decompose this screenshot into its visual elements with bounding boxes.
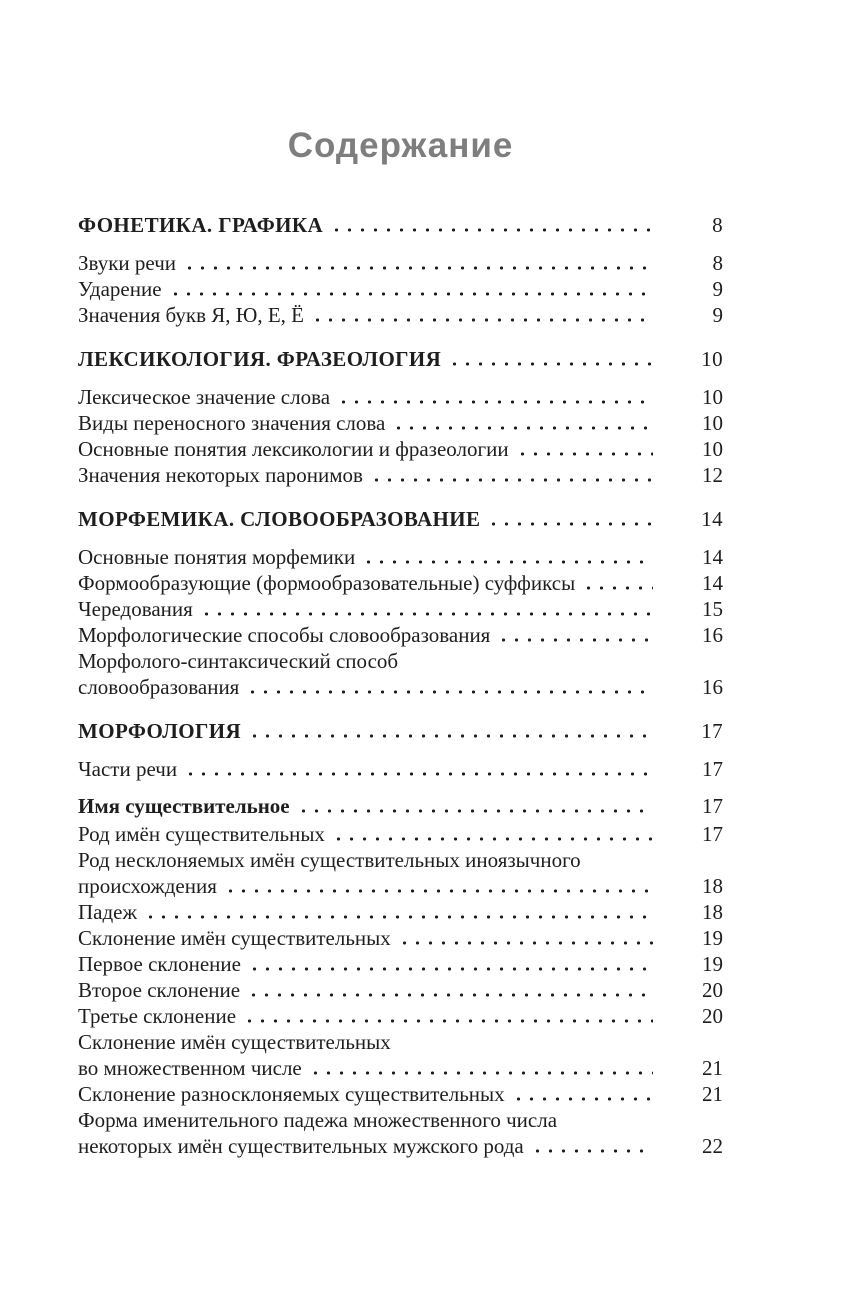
dot-leader [582,586,653,590]
toc-entry-label: Звуки речи [78,251,177,275]
toc-entry-label: Третье склонение [78,1004,237,1028]
toc-entry [78,570,723,596]
dot-leader [183,266,653,270]
toc-entry [78,1003,723,1029]
toc-entry-page: 8 [712,213,723,237]
dot-leader [487,522,653,526]
toc-entry-label: Имя существительное [78,794,290,818]
toc-entry-page: 14 [701,507,723,531]
toc-entry-page: 17 [701,719,723,743]
toc-entry-row [78,821,723,847]
toc-entry [78,622,723,648]
toc-entry [78,1107,723,1159]
toc-entry-page: 17 [702,757,723,781]
toc-entry-row [78,212,723,238]
toc-entry-row [78,302,723,328]
toc-entry [78,346,723,372]
page-title: Содержание [287,126,514,165]
toc-entry-first-line: Морфолого-синтаксический способ [78,649,399,673]
toc-entry [78,793,723,819]
toc-entry-first-line: Склонение имён существительных [78,1030,391,1054]
dot-leader [247,993,653,997]
toc-entry-row [78,250,723,276]
toc-entry [78,756,723,782]
toc-entry [78,302,723,328]
toc-entry [78,821,723,847]
toc-entry-row [78,1003,723,1029]
toc-entry-page: 14 [702,571,723,595]
toc-entry-page: 10 [702,411,723,435]
toc-entry-row [78,793,723,819]
toc-entry-page: 16 [702,623,723,647]
dot-leader [512,1097,653,1101]
toc-entry-row [78,1081,723,1107]
toc-entry-page: 21 [702,1082,723,1106]
toc-entry-label: Склонение имён существительных [78,926,391,950]
toc-entry-row [78,276,723,302]
toc-entry-row [78,873,723,899]
toc-entry-row [78,596,723,622]
dot-leader [362,560,653,564]
toc-entry-label: Формообразующие (формообразовательные) суффиксы [78,571,576,595]
toc-entry [78,847,723,899]
toc-entry-page: 16 [702,675,723,699]
toc-entry-label: ФОНЕТИКА. ГРАФИКА [78,213,324,237]
toc-entry-row [78,977,723,1003]
dot-leader [200,612,653,616]
toc-entry-page: 12 [702,463,723,487]
dot-leader [392,426,653,430]
toc-entry [78,925,723,951]
toc-entry-label: ЛЕКСИКОЛОГИЯ. ФРАЗЕОЛОГИЯ [78,347,442,371]
toc-entry [78,1029,723,1081]
dot-leader [332,837,653,841]
toc-entry-row [78,436,723,462]
toc-entry [78,462,723,488]
toc-entry-page: 14 [702,545,723,569]
toc-entry-label: Виды переносного значения слова [78,411,386,435]
toc-entry-row [78,622,723,648]
toc-entry [78,276,723,302]
dot-leader [297,809,653,813]
dot-leader [246,690,653,694]
dot-leader [398,941,653,945]
toc-entry-label: Первое склонение [78,952,241,976]
dot-leader [248,734,653,738]
toc-entry-row [78,570,723,596]
toc-entry [78,648,723,700]
toc-entry-row [78,951,723,977]
toc-entry-label: некоторых имён существительных мужского рода [78,1134,524,1158]
toc-entry-page: 8 [712,251,723,275]
toc-entry-label: Лексическое значение слова [78,385,331,409]
toc-entry-label: Части речи [78,757,178,781]
toc-entry-row [78,899,723,925]
toc-entry-page: 19 [702,926,723,950]
toc-entry [78,977,723,1003]
dot-leader [169,292,653,296]
toc-entry [78,899,723,925]
toc-entry [78,250,723,276]
toc-entry [78,506,723,532]
toc-entry-page: 10 [702,385,723,409]
toc-entry [78,596,723,622]
toc-entry-label: Род имён существительных [78,822,325,846]
toc-entry-page: 20 [702,978,723,1002]
toc-entry-label: Склонение разносклоняемых существительных [78,1082,505,1106]
toc-entry-page: 10 [701,347,723,371]
toc-entry-label: Значения некоторых паронимов [78,463,363,487]
toc-entry-page: 9 [712,303,723,327]
toc-entry-row [78,674,723,700]
toc-entry [78,951,723,977]
toc-entry-page: 20 [702,1004,723,1028]
toc-entry [78,718,723,744]
toc-entry-page: 18 [702,900,723,924]
toc-entry [78,384,723,410]
toc-entry-page: 19 [702,952,723,976]
toc-entry-label: Чередования [78,597,193,621]
dot-leader [330,228,653,232]
toc-entry-label: происхождения [78,874,217,898]
toc-entry-page: 9 [712,277,723,301]
dot-leader [224,889,653,893]
toc-entry-row [78,506,723,532]
toc-entry [78,436,723,462]
dot-leader [144,915,653,919]
toc-list [78,212,723,1159]
toc-entry-page: 17 [702,822,723,846]
toc-entry [78,410,723,436]
toc-entry-row [78,1055,723,1081]
toc-entry-label: Основные понятия лексикологии и фразеологии [78,437,509,461]
toc-entry-first-line: Род несклоняемых имён существительных иноязычного [78,848,581,872]
toc-entry-label: Ударение [78,277,162,301]
toc-entry-row [78,544,723,570]
toc-entry-row [78,462,723,488]
toc-entry-page: 18 [702,874,723,898]
toc-entry-page: 22 [702,1134,723,1158]
dot-leader [531,1149,653,1153]
dot-leader [516,452,653,456]
dot-leader [337,400,653,404]
toc-entry-page: 15 [702,597,723,621]
toc-entry-page: 17 [702,794,723,818]
toc-entry-page: 10 [702,437,723,461]
toc-entry-label: МОРФЕМИКА. СЛОВООБРАЗОВАНИЕ [78,507,481,531]
toc-entry-label: словообразования [78,675,240,699]
toc-entry-row [78,410,723,436]
toc-entry-label: Значения букв Я, Ю, Е, Ё [78,303,305,327]
toc-entry-row [78,756,723,782]
toc-entry-row [78,925,723,951]
toc-entry-first-line: Форма именительного падежа множественного числа [78,1108,558,1132]
toc-entry-label: Падеж [78,900,138,924]
dot-leader [184,772,653,776]
toc-entry [78,212,723,238]
dot-leader [248,967,653,971]
toc-entry-page: 21 [702,1056,723,1080]
dot-leader [311,318,653,322]
dot-leader [370,478,653,482]
dot-leader [448,362,653,366]
toc-entry-row [78,1133,723,1159]
dot-leader [243,1019,653,1023]
dot-leader [497,638,653,642]
toc-entry-label: МОРФОЛОГИЯ [78,719,242,743]
toc-entry [78,544,723,570]
toc-entry-row [78,346,723,372]
toc-entry-label: Основные понятия морфемики [78,545,356,569]
dot-leader [309,1071,653,1075]
toc-entry-label: Второе склонение [78,978,241,1002]
toc-entry-label: Морфологические способы словообразования [78,623,491,647]
toc-entry-row [78,718,723,744]
toc-entry-row [78,384,723,410]
toc-entry-label: во множественном числе [78,1056,302,1080]
toc-entry [78,1081,723,1107]
